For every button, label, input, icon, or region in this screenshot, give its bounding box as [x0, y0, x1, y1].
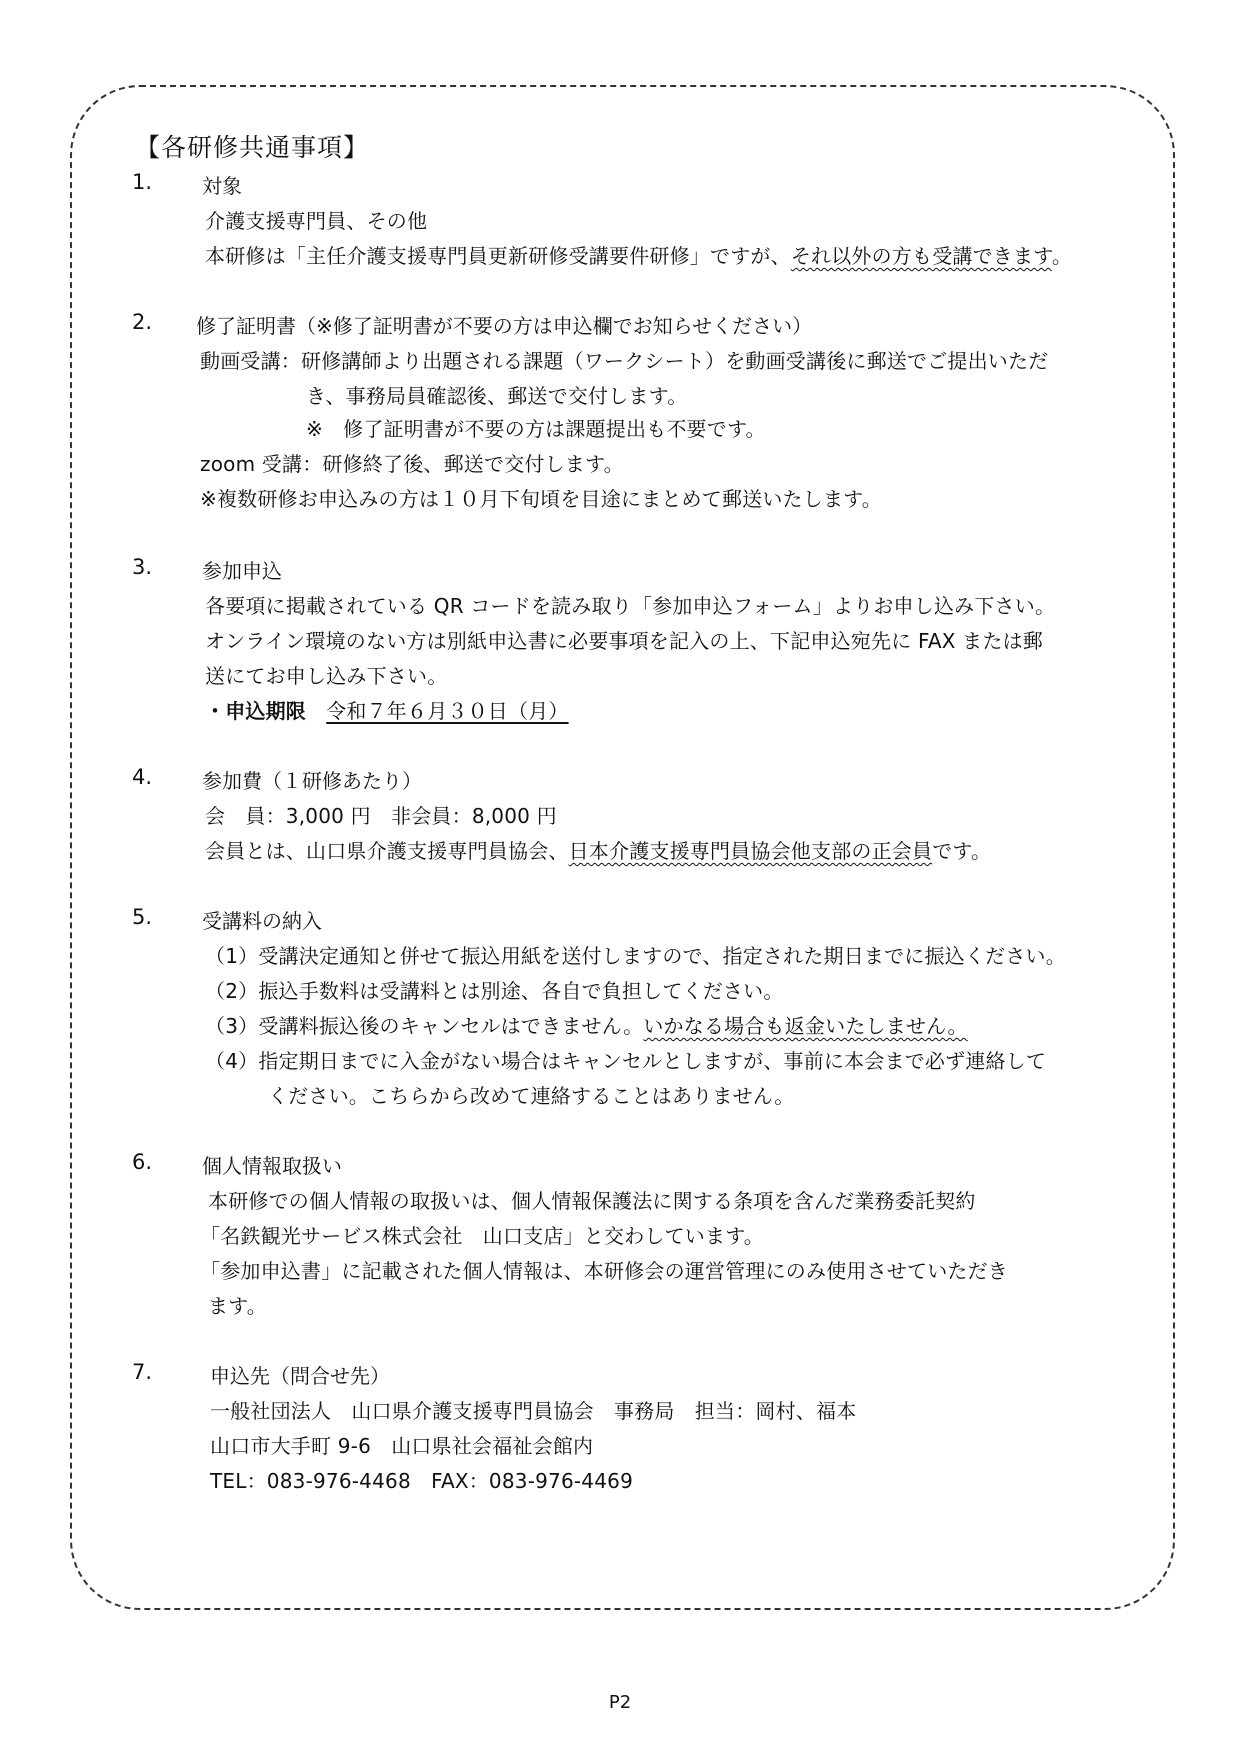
section-2-title: 修了証明書（※修了証明書が不要の方は申込欄でお知らせください） — [196, 314, 813, 338]
section-3-number: 3. — [132, 555, 153, 579]
item-3-text: （3）受講料振込後のキャンセルはできません。 — [205, 1014, 644, 1038]
section-7-title: 申込先（問合せ先） — [210, 1364, 390, 1388]
section-5-item-3 — [205, 1010, 968, 1039]
section-4-title: 参加費（１研修あたり） — [202, 769, 422, 793]
section-1-period: 。 — [1051, 244, 1073, 268]
section-2-line-5: ※複数研修お申込みの方は１０月下旬頃を目途にまとめて郵送いたします。 — [200, 487, 882, 511]
section-2-number: 2. — [132, 310, 153, 334]
section-5-item-4-cont: ください。こちらから改めて連絡することはありません。 — [268, 1084, 795, 1108]
section-2-line-1: 動画受講：研修講師より出題される課題（ワークシート）を動画受講後に郵送でご提出いただ — [200, 349, 1049, 373]
section-6-line-1: 本研修での個人情報の取扱いは、個人情報保護法に関する条項を含んだ業務委託契約 — [208, 1189, 976, 1213]
section-2-line-4: zoom 受講：研修終了後、郵送で交付します。 — [200, 452, 624, 476]
section-1-title: 対象 — [202, 174, 242, 198]
page-heading: 【各研修共通事項】 — [135, 133, 370, 162]
section-6-line-3: 「参加申込書」に記載された個人情報は、本研修会の運営管理にのみ使用させていただき — [200, 1259, 1008, 1283]
section-5-item-4: （4）指定期日までに入金がない場合はキャンセルとしますが、事前に本会まで必ず連絡して — [205, 1049, 1047, 1073]
section-6-line-4: ます。 — [208, 1294, 267, 1318]
membership-emphasis: 日本介護支援専門員協会他支部の正会員 — [568, 839, 933, 863]
section-3-title: 参加申込 — [202, 559, 282, 583]
section-6-number: 6. — [132, 1150, 153, 1174]
section-4-number: 4. — [132, 765, 153, 789]
section-1-text: 本研修は「主任介護支援専門員更新研修受講要件研修」ですが、 — [205, 244, 791, 268]
section-7-organization: 一般社団法人 山口県介護支援専門員協会 事務局 担当：岡村、福本 — [210, 1399, 857, 1423]
section-6-line-2: 「名鉄観光サービス株式会社 山口支店」と交わしています。 — [200, 1224, 764, 1248]
section-5-title: 受講料の納入 — [202, 909, 322, 933]
section-7-phone-fax: TEL：083-976-4468 FAX：083-976-4469 — [210, 1469, 634, 1493]
section-7-address: 山口市大手町 9-6 山口県社会福祉会館内 — [210, 1434, 594, 1458]
deadline-value: 令和７年６月３０日（月） — [326, 699, 569, 723]
section-5-item-1: （1）受講決定通知と併せて振込用紙を送付しますので、指定された期日までに振込ください。 — [205, 944, 1066, 968]
section-3-deadline — [205, 695, 569, 724]
section-1-line-2 — [205, 240, 1072, 269]
section-7-number: 7. — [132, 1360, 153, 1384]
section-4-fees: 会 員：3,000 円 非会員：8,000 円 — [205, 804, 557, 828]
section-2-line-2: き、事務局員確認後、郵送で交付します。 — [306, 384, 688, 408]
section-1-line-1: 介護支援専門員、その他 — [205, 209, 428, 233]
section-3-line-3: 送にてお申し込み下さい。 — [205, 664, 448, 688]
section-2-line-3: ※ 修了証明書が不要の方は課題提出も不要です。 — [306, 417, 766, 441]
membership-tail: です。 — [932, 839, 992, 863]
membership-text: 会員とは、山口県介護支援専門員協会、 — [205, 839, 569, 863]
page-number: P2 — [608, 1692, 632, 1713]
section-1-emphasis: それ以外の方も受講できます — [790, 244, 1052, 268]
section-6-title: 個人情報取扱い — [202, 1154, 342, 1178]
section-3-line-1: 各要項に掲載されている QR コードを読み取り「参加申込フォーム」よりお申し込み下さい。 — [205, 594, 1056, 618]
section-5-number: 5. — [132, 905, 153, 929]
section-1-number: 1. — [132, 170, 153, 194]
section-5-item-2: （2）振込手数料は受講料とは別途、各自で負担してください。 — [205, 979, 784, 1003]
deadline-label: ・申込期限 — [205, 699, 306, 723]
section-3-line-2: オンライン環境のない方は別紙申込書に必要事項を記入の上、下記申込宛先に FAX または郵 — [205, 629, 1043, 653]
section-4-membership — [205, 835, 991, 864]
item-3-emphasis: いかなる場合も返金いたしません。 — [643, 1014, 968, 1038]
